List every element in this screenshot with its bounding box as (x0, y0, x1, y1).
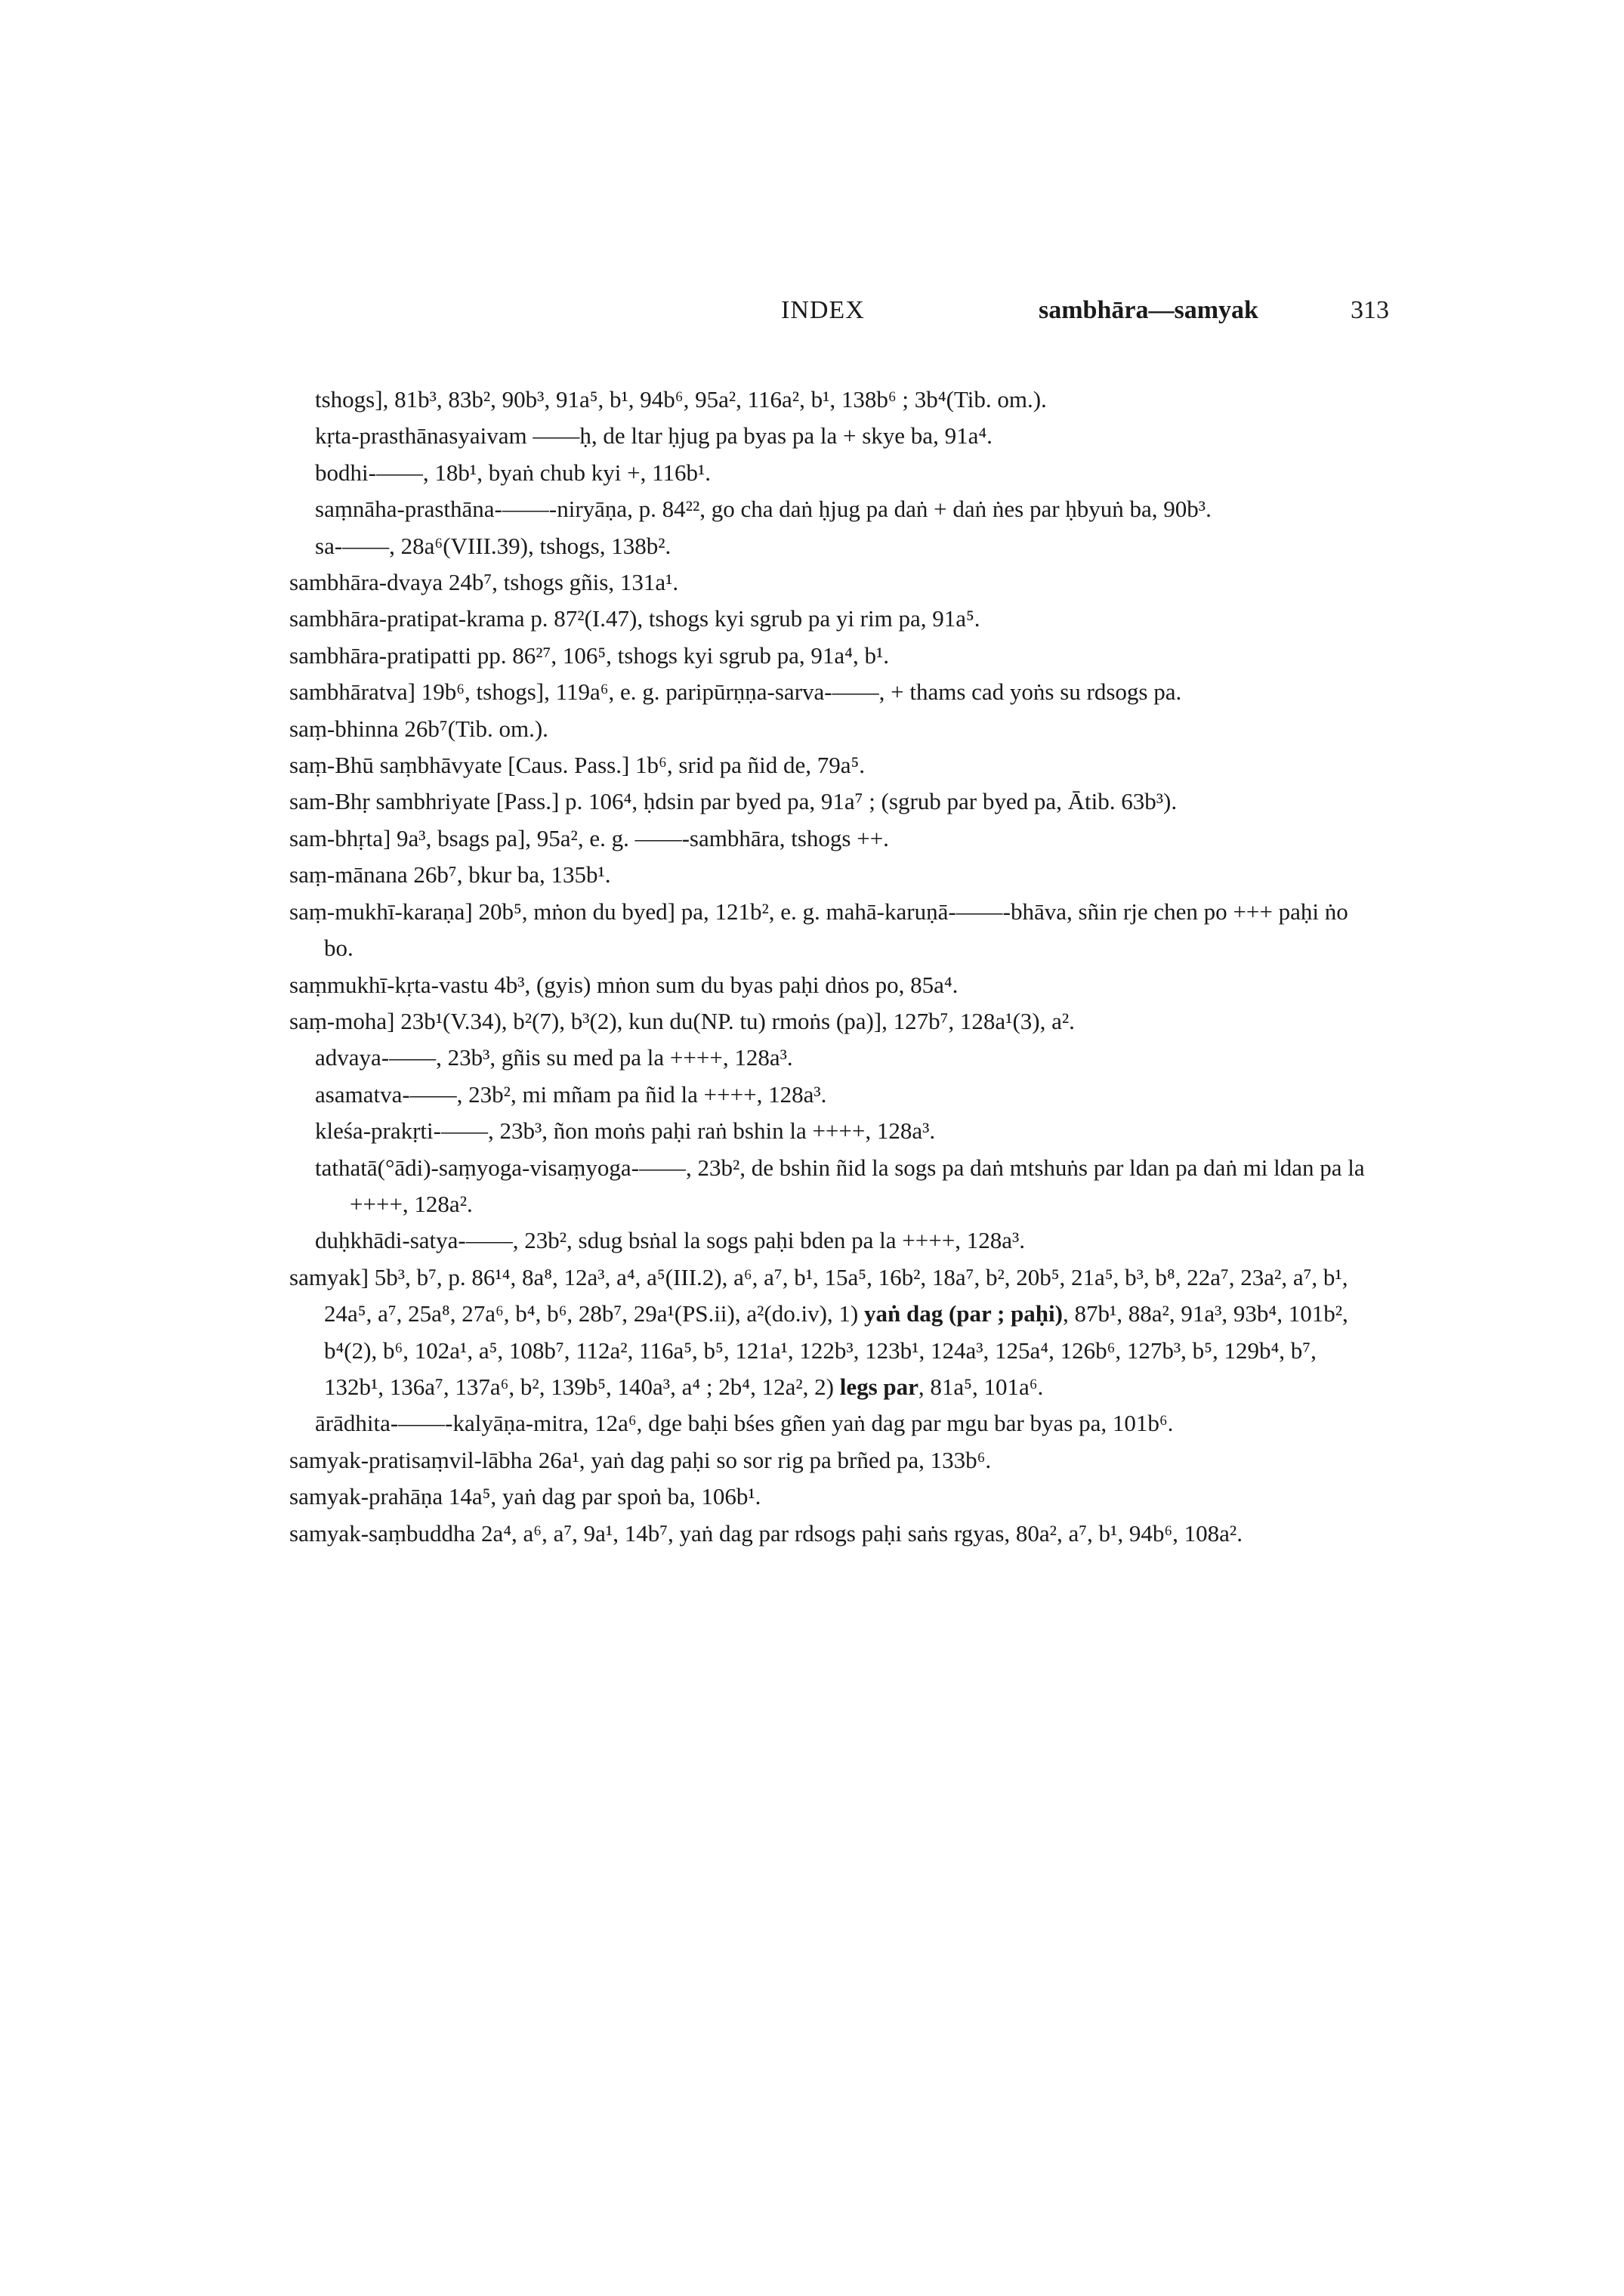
index-subentry (289, 1077, 1366, 1113)
entry-text: sambhāra-dvaya 24b⁷, tshogs gñis, 131a¹. (289, 569, 679, 596)
entry-text: saṃ-mānana 26b⁷, bkur ba, 135b¹. (289, 861, 611, 888)
index-entry (289, 894, 1366, 967)
entry-text: duḥkhādi-satya-——, 23b², sdug bsṅal la sogs paḥi bden pa la ++++, 128a³. (315, 1227, 1026, 1254)
entry-text: saṃnāha-prasthāna-——-niryāṇa, p. 84²², go cha daṅ ḥjug pa daṅ + daṅ ṅes par ḥbyuṅ ba, 90b³. (315, 496, 1212, 523)
index-entry (289, 857, 1366, 893)
index-entry (289, 1516, 1366, 1552)
entry-text: samyak-prahāṇa 14a⁵, yaṅ dag par spoṅ ba, 106b¹. (289, 1483, 761, 1510)
index-entry (289, 820, 1366, 857)
entry-text: saṃ-moha] 23b¹(V.34), b²(7), b³(2), kun du(NP. tu) rmoṅs (pa)], 127b⁷, 128a¹(3), a². (289, 1007, 1075, 1034)
index-subentry (289, 418, 1366, 454)
index-subentry (289, 382, 1366, 418)
index-entry (289, 783, 1366, 820)
index-entry (289, 1479, 1366, 1515)
running-head-section: INDEX (781, 296, 865, 324)
entry-text: sam-Bhṛ sambhriyate [Pass.] p. 106⁴, ḥdsin par byed pa, 91a⁷ ; (sgrub par byed pa, Ātib. 63b³). (289, 788, 1178, 815)
index-entry (289, 1442, 1366, 1479)
entry-text: sa-——, 28a⁶(VIII.39), tshogs, 138b². (315, 532, 672, 559)
index-entry (289, 747, 1366, 783)
index-entries (289, 382, 1366, 1552)
index-entry (289, 967, 1366, 1003)
index-entry (289, 1003, 1366, 1040)
index-subentry (289, 1150, 1366, 1223)
entry-text: , 81a⁵, 101a⁶. (918, 1373, 1044, 1400)
entry-text: saṃ-bhinna 26b⁷(Tib. om.). (289, 715, 548, 742)
entry-text: asamatva-——, 23b², mi mñam pa ñid la ++++, 128a³. (315, 1080, 827, 1108)
bold-gloss: yaṅ dag (par ; paḥi) (863, 1300, 1063, 1327)
entry-text: samyak] 5b³, b⁷, p. 86¹⁴, 8a⁸, 12a³, a⁴, a⁵(III.2), a⁶, a⁷, b¹, 15a⁵, 16b², 18a⁷, b², 20b⁵, 21a⁵, b³, b⁸, 22a⁷, 23a², a⁷, b¹, 24a⁵, a⁷, 25a⁸, 27a⁶, b⁴, b⁶, 28b⁷, 29a¹(PS.ii), a²(do.iv), 1) (289, 1263, 1348, 1327)
index-entry (289, 601, 1366, 637)
index-subentry (289, 491, 1366, 527)
index-entry (289, 564, 1366, 601)
entry-text: ārādhita-——-kalyāṇa-mitra, 12a⁶, dge baḥi bśes gñen yaṅ dag par mgu bar byas pa, 101b⁶. (315, 1410, 1174, 1437)
entry-text: saṃ-Bhū saṃbhāvyate [Caus. Pass.] 1b⁶, srid pa ñid de, 79a⁵. (289, 752, 866, 779)
index-subentry (289, 528, 1366, 564)
bold-gloss: legs par (839, 1373, 919, 1400)
entry-text: bodhi-——, 18b¹, byaṅ chub kyi +, 116b¹. (315, 459, 711, 486)
entry-text: sambhāratva] 19b⁶, tshogs], 119a⁶, e. g. paripūrṇṇa-sarva-——, + thams cad yoṅs su rdsogs pa. (289, 678, 1182, 706)
entry-text: tathatā(°ādi)-saṃyoga-visaṃyoga-——, 23b², de bshin ñid la sogs pa daṅ mtshuṅs par ldan pa daṅ mi ldan pa la ++++, 128a². (315, 1154, 1365, 1217)
index-entry (289, 1259, 1366, 1406)
index-subentry (289, 1222, 1366, 1259)
index-subentry (289, 1040, 1366, 1076)
page-header (0, 296, 1624, 341)
entry-text: sam-bhṛta] 9a³, bsags pa], 95a², e. g. ——-sambhāra, tshogs ++. (289, 824, 889, 851)
entry-text: sambhāra-pratipat-krama p. 87²(I.47), tshogs kyi sgrub pa yi rim pa, 91a⁵. (289, 605, 980, 632)
entry-text: advaya-——, 23b³, gñis su med pa la ++++, 128a³. (315, 1044, 793, 1071)
entry-text: tshogs], 81b³, 83b², 90b³, 91a⁵, b¹, 94b⁶, 95a², 116a², b¹, 138b⁶ ; 3b⁴(Tib. om.). (315, 386, 1047, 413)
entry-text: samyak-pratisaṃvil-lābha 26a¹, yaṅ dag paḥi so sor rig pa brñed pa, 133b⁶. (289, 1446, 992, 1473)
entry-text: kleśa-prakṛti-——, 23b³, ñon moṅs paḥi raṅ bshin la ++++, 128a³. (315, 1117, 936, 1145)
index-subentry (289, 1113, 1366, 1149)
page-number: 313 (1351, 296, 1389, 324)
index-entry (289, 711, 1366, 747)
index-entry (289, 674, 1366, 710)
index-subentry (289, 455, 1366, 491)
entry-text: samyak-saṃbuddha 2a⁴, a⁶, a⁷, 9a¹, 14b⁷, yaṅ dag par rdsogs paḥi saṅs rgyas, 80a², a⁷, b¹, 94b⁶, 108a². (289, 1519, 1243, 1547)
entry-text: saṃmukhī-kṛta-vastu 4b³, (gyis) mṅon sum du byas paḥi dṅos po, 85a⁴. (289, 971, 959, 998)
running-head-range: sambhāra—samyak (1039, 296, 1258, 324)
entry-text: sambhāra-pratipatti pp. 86²⁷, 106⁵, tshogs kyi sgrub pa, 91a⁴, b¹. (289, 641, 890, 669)
index-subentry (289, 1405, 1366, 1442)
entry-text: kṛta-prasthānasyaivam ——ḥ, de ltar ḥjug pa byas pa la + skye ba, 91a⁴. (315, 422, 993, 450)
entry-text: saṃ-mukhī-karaṇa] 20b⁵, mṅon du byed] pa, 121b², e. g. mahā-karuṇā-——-bhāva, sñin rje chen po +++ paḥi ṅo bo. (289, 898, 1348, 962)
entry-text: , 87b¹, 88a², 91a³, 93b⁴, 101b², b⁴(2), b⁶, 102a¹, a⁵, 108b⁷, 112a², 116a⁵, b⁵, 121a¹, 122b³, 123b¹, 124a³, 125a⁴, 126b⁶, 127b³, b⁵, 129b⁴, b⁷, 132b¹, 136a⁷, 137a⁶, b², 139b⁵, 140a³, a⁴ ; 2b⁴, 12a², 2) (324, 1300, 1348, 1400)
index-entry (289, 638, 1366, 674)
